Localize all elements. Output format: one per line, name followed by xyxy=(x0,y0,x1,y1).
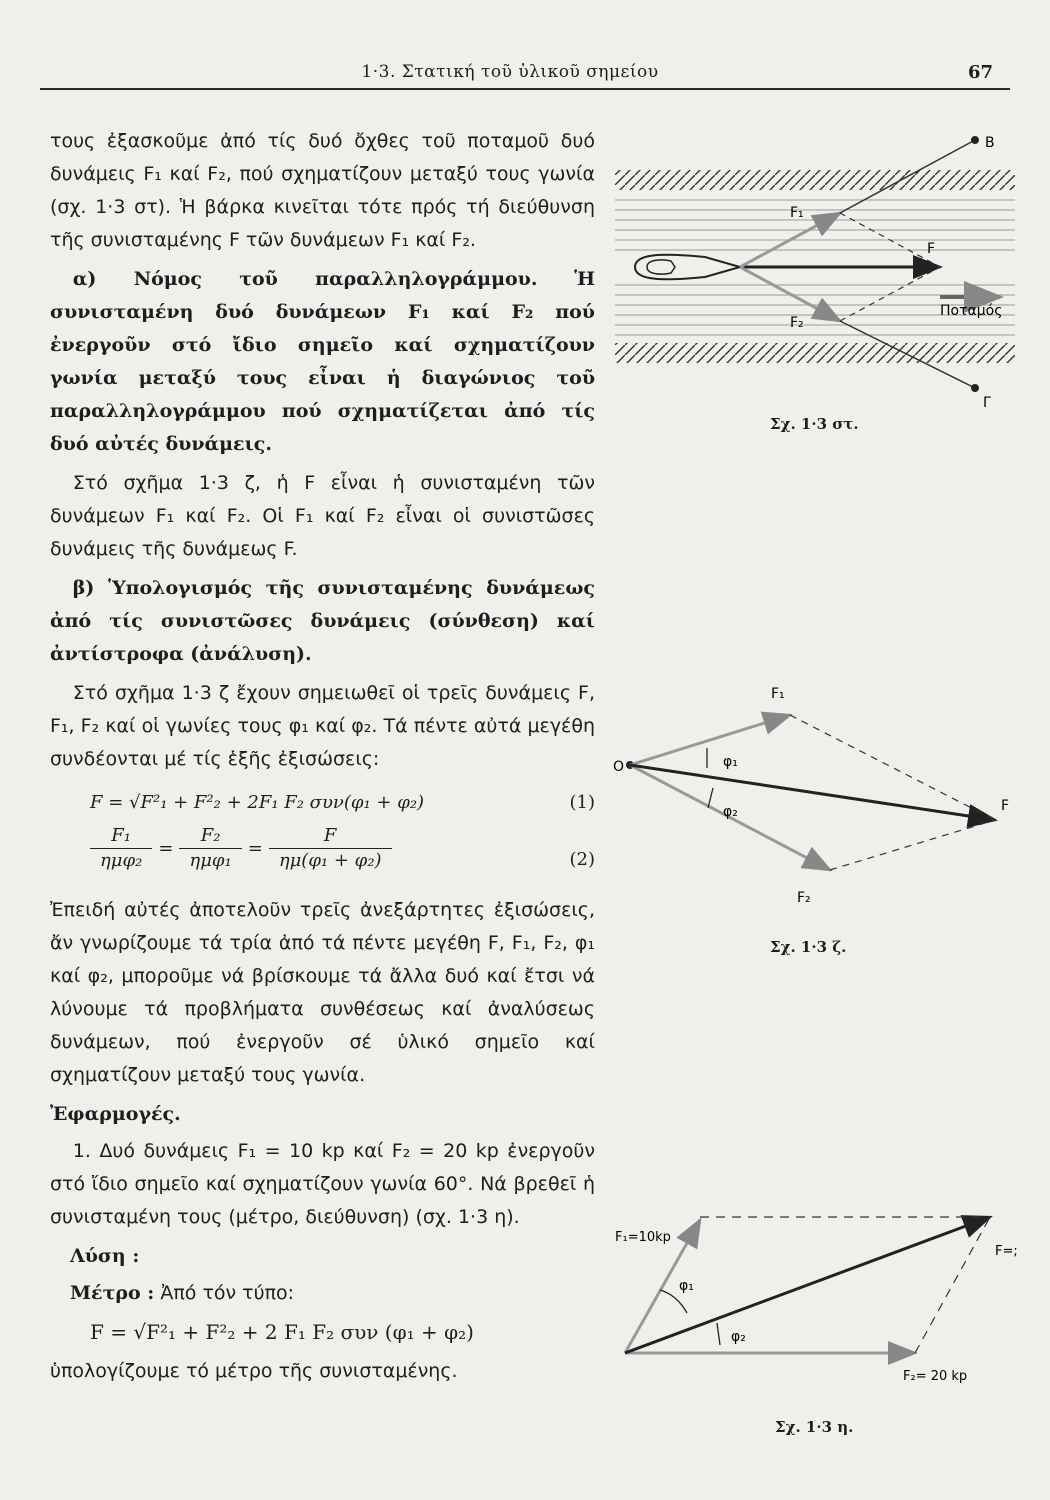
label-phi1: φ₁ xyxy=(679,1278,694,1294)
eq2-fraction-c-den: ημ(φ₁ + φ₂) xyxy=(278,850,382,871)
measure-label: Μέτρο : xyxy=(70,1282,155,1304)
vector-F1 xyxy=(630,715,790,765)
label-F2: F₂= 20 kp xyxy=(903,1369,968,1384)
label-F2: F₂ xyxy=(790,315,804,331)
point-G xyxy=(971,384,979,392)
equation-3: F = √F²₁ + F²₂ + 2 F₁ F₂ συν (φ₁ + φ₂) xyxy=(90,1320,474,1344)
label-G: Γ xyxy=(983,395,991,411)
paragraph-quantities: Στό σχῆμα 1·3 ζ ἔχουν σημειωθεῖ οἱ τρεῖς δυνάμεις F, F₁, F₂ καί οἱ γωνίες τους φ₁ καί φ₂. Τά πέντε αὐτά μεγέθη συνδέονται μέ τίς ἑξῆς ἐξισώσεις: xyxy=(50,682,595,770)
parallelogram-edge-bottom xyxy=(830,820,995,870)
eq2-fraction-b-den: ημφ₁ xyxy=(189,850,232,871)
boat-icon xyxy=(635,255,740,280)
page-number: 67 xyxy=(968,62,994,83)
figure-parallelogram xyxy=(605,670,1025,930)
application-diagram xyxy=(605,1195,1045,1405)
eq2-fraction-a-den: ημφ₂ xyxy=(100,850,143,871)
measure-text: Ἀπό τόν τύπο: xyxy=(160,1282,295,1304)
equation-1 xyxy=(50,782,595,824)
parallelogram-diagram xyxy=(605,670,1025,930)
eq2-fraction-c-num: F xyxy=(269,824,392,849)
label-F1: F₁=10kp xyxy=(615,1230,671,1245)
river-boat-diagram xyxy=(605,125,1025,415)
label-B: B xyxy=(985,135,995,151)
eq2-equals-2: = xyxy=(247,837,263,859)
paragraph-figure-z: Στό σχῆμα 1·3 ζ, ἡ F εἶναι ἡ συνισταμένη τῶν δυνάμεων F₁ καί F₂. Οἱ F₁ καί F₂ εἶναι οἱ συνιστῶσες δυνάμεις τῆς δυνάμεως F. xyxy=(50,472,595,560)
equation-1-number: (1) xyxy=(569,792,595,813)
applications-heading: Ἐφαρμογές. xyxy=(50,1103,181,1125)
measure-line xyxy=(50,1277,595,1310)
label-O: O xyxy=(613,759,625,775)
parallelogram-edge-bottom xyxy=(840,267,940,321)
label-F: F xyxy=(927,241,936,257)
equation-2-number: (2) xyxy=(569,849,595,870)
label-F1: F₁ xyxy=(771,686,785,702)
vector-F2 xyxy=(740,267,840,321)
label-F1: F₁ xyxy=(790,205,804,221)
equation-2-fractions xyxy=(90,824,392,873)
eq2-fraction-a-num: F₁ xyxy=(90,824,152,849)
figure-application xyxy=(605,1195,1045,1405)
equation-1-formula: F = √F²₁ + F²₂ + 2F₁ F₂ συν(φ₁ + φ₂) xyxy=(90,792,425,813)
label-F2: F₂ xyxy=(797,890,811,906)
label-phi1: φ₁ xyxy=(723,754,738,770)
paragraph-parallelogram-law xyxy=(50,263,595,461)
eq2-equals-1: = xyxy=(158,837,174,859)
equation-2 xyxy=(50,824,595,894)
point-B xyxy=(971,136,979,144)
solution-heading: Λύση : xyxy=(70,1245,140,1267)
river-bank-top xyxy=(615,170,1015,190)
label-F: F xyxy=(1001,798,1010,814)
angle-mark-phi2 xyxy=(717,1323,720,1345)
caption-fig-h: Σχ. 1·3 η. xyxy=(775,1418,854,1436)
paragraph-exercise-1: 1. Δυό δυνάμεις F₁ = 10 kp καί F₂ = 20 kp ἐνεργοῦν στό ἴδιο σημεῖο καί σχηματίζουν γωνία 60°. Νά βρεθεῖ ἡ συνισταμένη τους (μέτρο, διεύθυνση) (σχ. 1·3 η). xyxy=(50,1140,595,1228)
parallelogram-law-statement: Ἡ συνισταμένη δυό δυνάμεων F₁ καί F₂ πού ἐνεργοῦν στό ἴδιο σημεῖο καί σχηματίζουν γωνία μεταξύ τους εἶναι ἡ διαγώνιος τοῦ παραλληλογράμμου πού σχηματίζεται ἀπό τίς δυό αὐτές δυνάμεις. xyxy=(50,268,595,455)
label-phi2: φ₂ xyxy=(723,804,738,820)
section-beta-heading: β) Ὑπολογισμός τῆς συνισταμένης δυνάμεως ἀπό τίς συνιστῶσες δυνάμεις (σύνθεση) καί ἀντίστροφα (ἀνάλυση). xyxy=(50,577,595,665)
caption-fig-st: Σχ. 1·3 στ. xyxy=(770,415,859,433)
label-F: F=; xyxy=(995,1244,1018,1259)
label-river: Ποταμός xyxy=(940,303,1003,319)
angle-mark-phi2 xyxy=(708,788,713,808)
eq2-fraction-b-num: F₂ xyxy=(179,824,241,849)
parallelogram-edge-right xyxy=(915,1217,990,1353)
paragraph-boat: τους ἐξασκοῦμε ἀπό τίς δυό ὄχθες τοῦ ποταμοῦ δυό δυνάμεις F₁ καί F₂, πού σχηματίζουν μεταξύ τους γωνία (σχ. 1·3 στ). Ἡ βάρκα κινεῖται τότε πρός τή διεύθυνση τῆς συνισταμένης F τῶν δυνάμεων F₁ καί F₂. xyxy=(50,130,595,251)
section-alpha-heading: α) Νόμος τοῦ παραλληλογράμμου. xyxy=(72,268,538,290)
page-header xyxy=(0,0,1050,100)
paragraph-independent-equations: Ἐπειδή αὐτές ἀποτελοῦν τρεῖς ἀνεξάρτητες ἐξισώσεις, ἄν γνωρίζουμε τά τρία ἀπό τά πέντε μεγέθη F, F₁, F₂, φ₁ καί φ₂, μποροῦμε νά βρίσκουμε τά ἄλλα δυό καί ἔτσι νά λύνουμε τά προβλήματα συνθέσεως καί ἀναλύσεως δυνάμεων, πού ἐνεργοῦν σέ ὑλικό σημεῖο καί σχηματίζουν μεταξύ τους γωνία. xyxy=(50,899,595,1086)
river-bank-bottom xyxy=(615,343,1015,363)
running-head: 1·3. Στατική τοῦ ὑλικοῦ σημείου xyxy=(361,62,659,82)
paragraph-compute-magnitude: ὑπολογίζουμε τό μέτρο τῆς συνισταμένης. xyxy=(50,1360,458,1382)
caption-fig-z: Σχ. 1·3 ζ. xyxy=(770,938,847,956)
main-text-column xyxy=(50,125,595,1394)
figure-river-boat xyxy=(605,125,1025,415)
label-phi2: φ₂ xyxy=(731,1329,746,1345)
header-rule xyxy=(40,88,1010,90)
